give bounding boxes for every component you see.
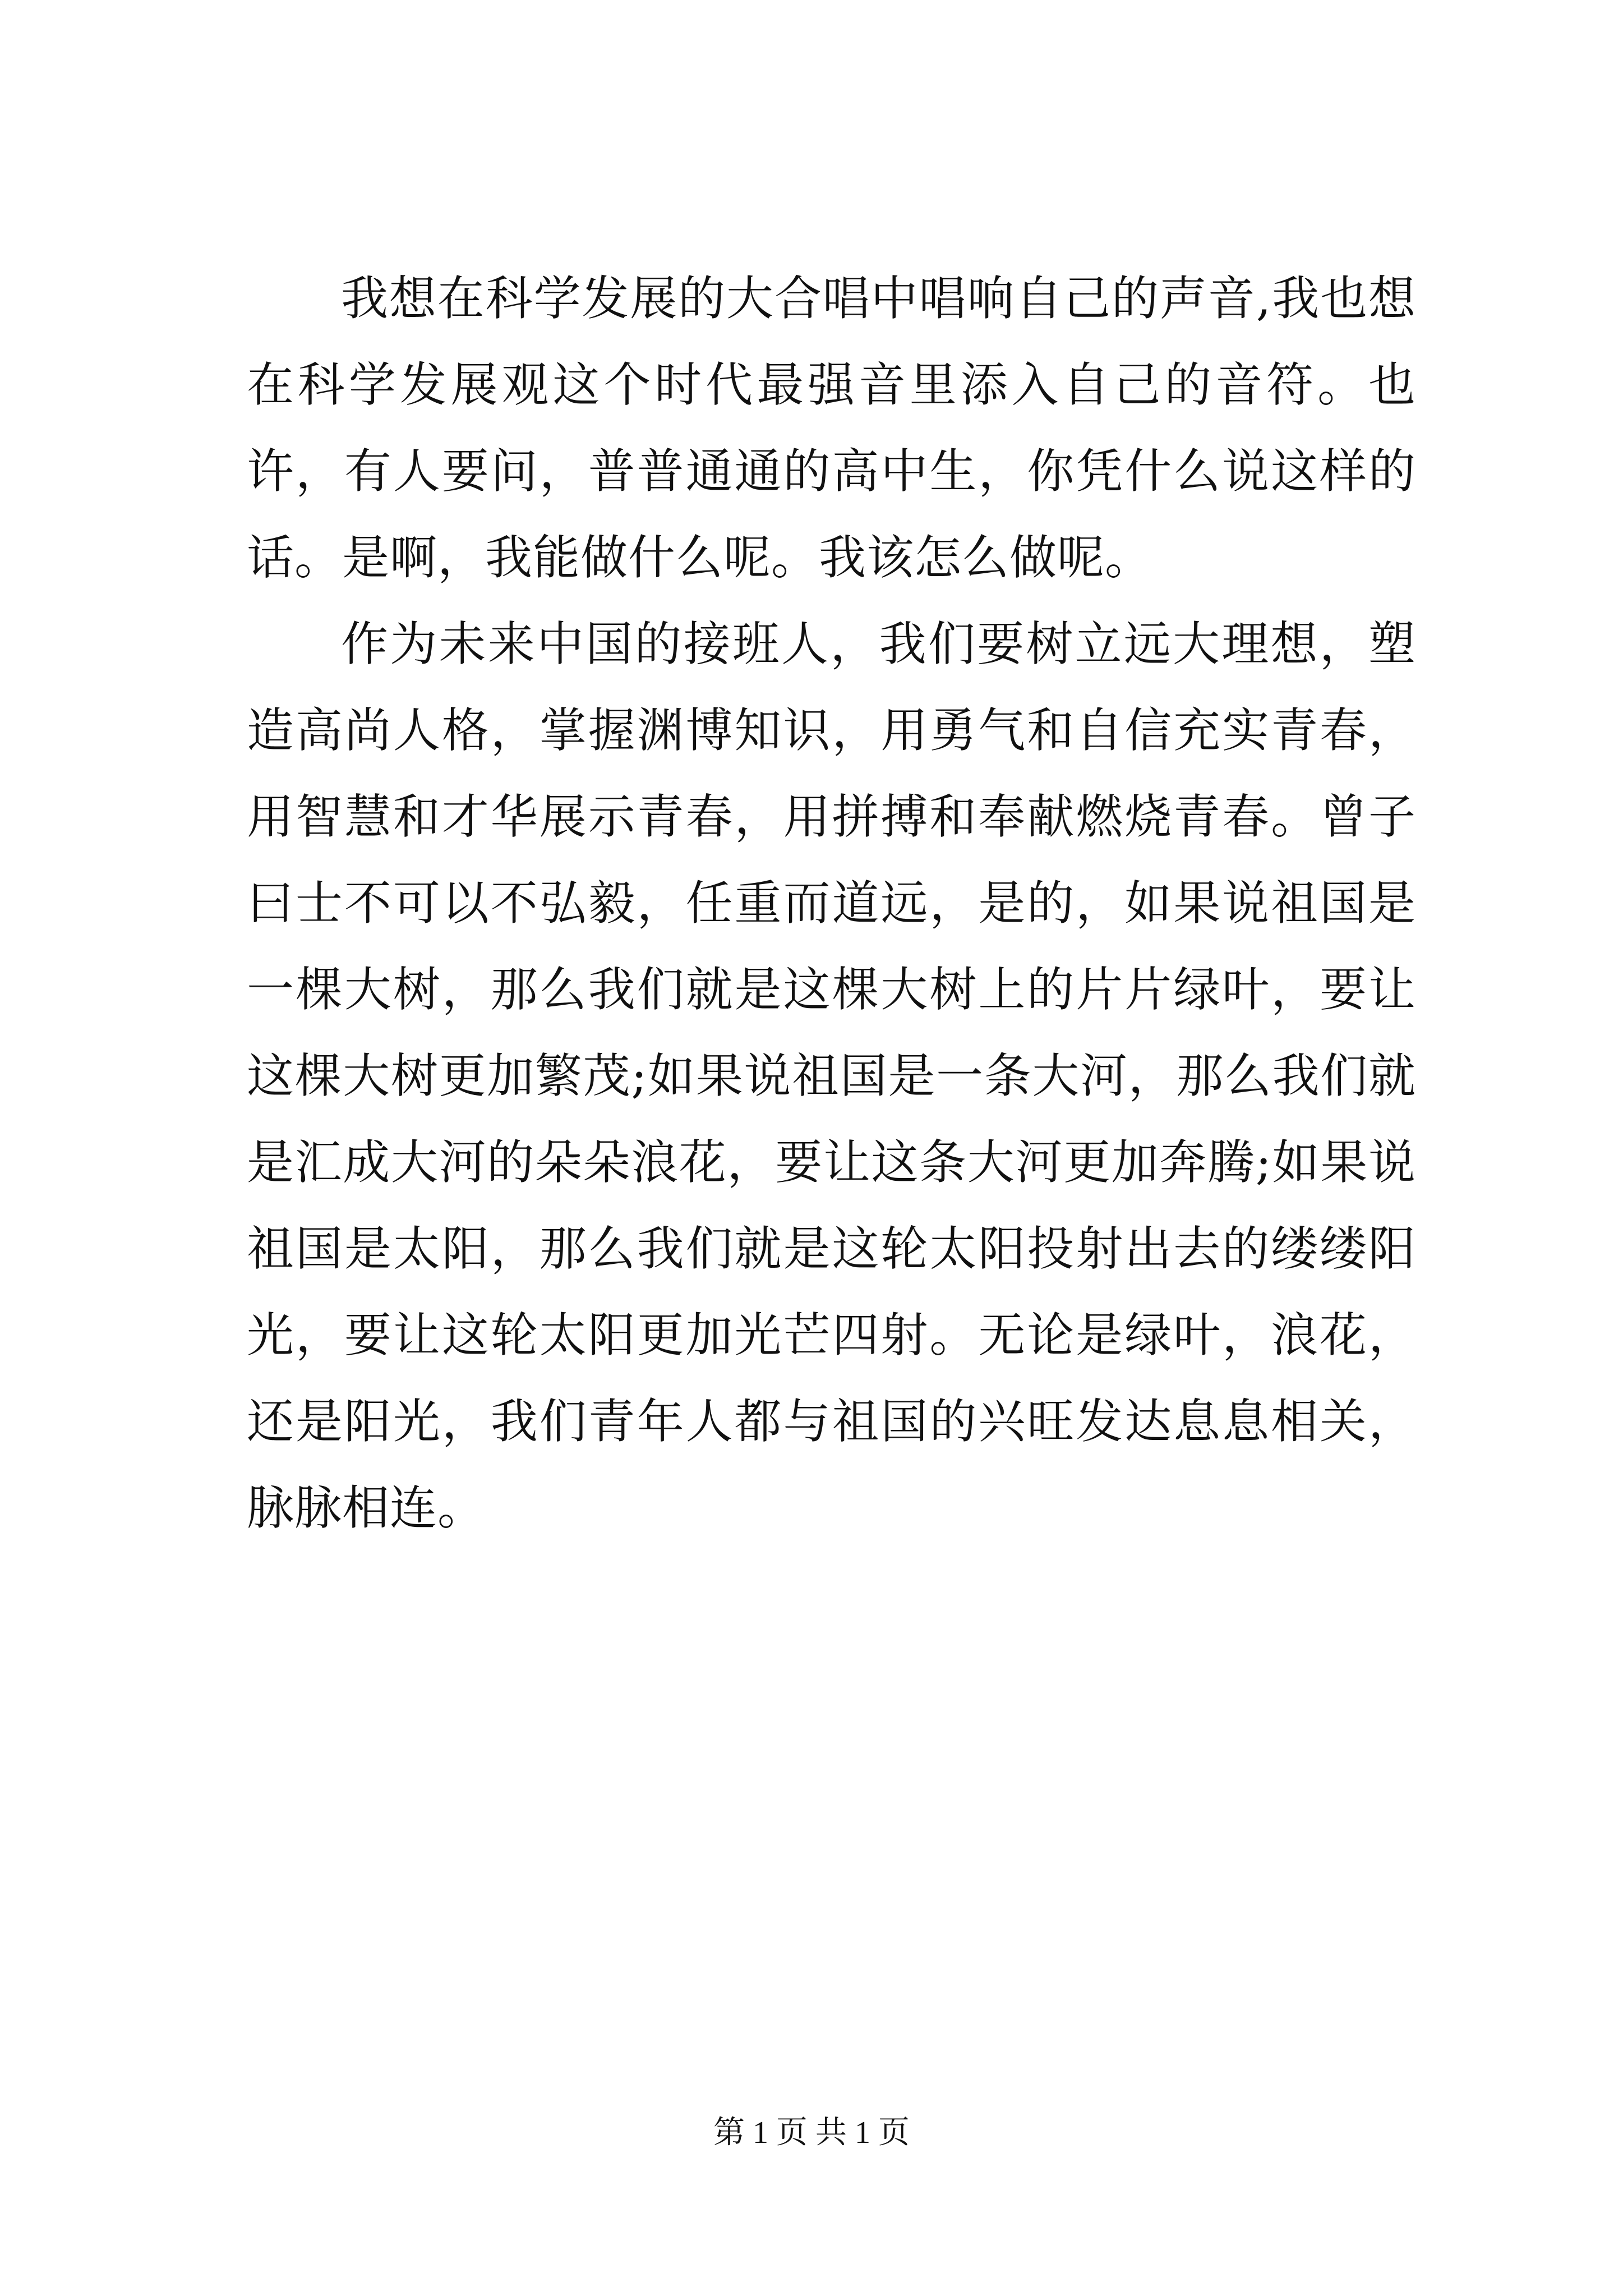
paragraph-1: 我想在科学发展的大合唱中唱响自己的声音,我也想在科学发展观这个时代最强音里添入自己的音符。也许，有人要问，普普通通的高中生，你凭什么说这样的话。是啊，我能做什么呢。我该怎么做呢。 (247, 271, 1416, 585)
page-footer: 第 1 页 共 1 页 (713, 2115, 910, 2150)
document-body (247, 255, 1416, 1551)
paragraph-2: 作为未来中国的接班人，我们要树立远大理想，塑造高尚人格，掌握渊博知识，用勇气和自信充实青春，用智慧和才华展示青春，用拼搏和奉献燃烧青春。曾子曰士不可以不弘毅，任重而道远，是的，如果说祖国是一棵大树，那么我们就是这棵大树上的片片绿叶，要让这棵大树更加繁茂;如果说祖国是一条大河，那么我们就是汇成大河的朵朵浪花，要让这条大河更加奔腾;如果说祖国是太阳，那么我们就是这轮太阳投射出去的缕缕阳光，要让这轮太阳更加光芒四射。无论是绿叶，浪花，还是阳光，我们青年人都与祖国的兴旺发达息息相关，脉脉相连。 (247, 616, 1416, 1535)
